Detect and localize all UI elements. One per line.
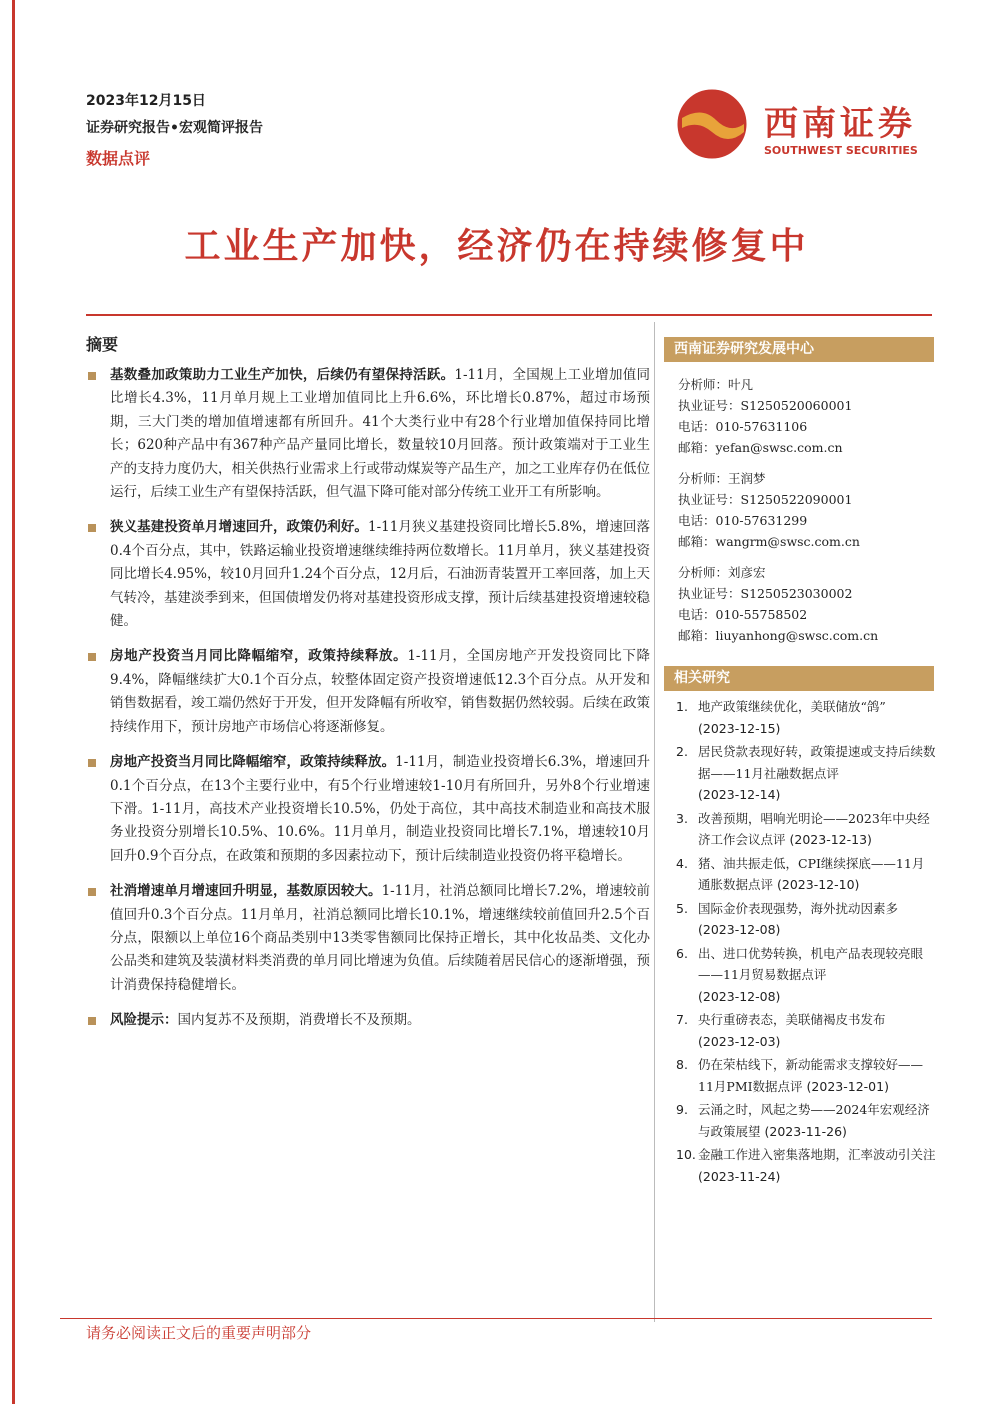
abstract-item — [86, 880, 650, 997]
related-item[interactable] — [676, 1144, 936, 1187]
related-date: (2023-12-14) — [698, 787, 781, 802]
related-date: (2023-12-08) — [698, 988, 781, 1004]
related-item[interactable] — [676, 853, 936, 896]
logo-english-name: SOUTHWEST SECURITIES — [764, 144, 918, 157]
analyst-name: 分析师：刘彦宏 — [678, 565, 766, 580]
analyst-cert: 执业证号：S1250520060001 — [678, 398, 853, 413]
abstract-item — [86, 516, 650, 633]
related-title: 云涌之时，风起之势——2024年宏观经济与政策展望 — [698, 1102, 930, 1139]
report-category: 数据点评 — [86, 149, 151, 168]
bullet-icon — [88, 888, 96, 896]
related-research-list — [676, 696, 936, 1189]
analyst-email[interactable]: 邮箱：liuyanhong@swsc.com.cn — [678, 628, 879, 643]
bullet-icon — [88, 653, 96, 661]
related-number: 6. — [676, 945, 688, 961]
related-title: 改善预期，唱响光明论——2023年中央经济工作会议点评 — [698, 810, 930, 847]
analyst-card — [678, 374, 938, 458]
abstract-item — [86, 364, 650, 504]
analyst-card — [678, 562, 938, 646]
related-number: 9. — [676, 1102, 688, 1117]
item-lead: 狭义基建投资单月增速回升，政策仍利好。 — [110, 519, 369, 536]
related-item[interactable] — [676, 1009, 936, 1052]
related-title: 出、进口优势转换，机电产品表现较亮眼——11月贸易数据点评 — [698, 945, 924, 982]
related-number: 2. — [676, 744, 688, 759]
bullet-icon — [88, 372, 96, 380]
related-number: 10. — [676, 1147, 696, 1162]
related-title: 地产政策继续优化，美联储放“鸽” — [698, 699, 886, 714]
related-item[interactable] — [676, 1054, 936, 1097]
related-date: (2023-12-13) — [789, 832, 872, 847]
analyst-list — [678, 374, 938, 656]
analyst-name: 分析师：叶凡 — [678, 377, 754, 392]
related-item[interactable] — [676, 696, 936, 739]
item-lead: 基数叠加政策助力工业生产加快，后续仍有望保持活跃。 — [110, 367, 455, 383]
related-title: 居民贷款表现好转，政策提速或支持后续数据——11月社融数据点评 — [698, 744, 936, 781]
related-number: 1. — [676, 699, 688, 714]
abstract-item — [86, 645, 650, 739]
related-item[interactable] — [676, 808, 936, 851]
analyst-email[interactable]: 邮箱：wangrm@swsc.com.cn — [678, 534, 860, 549]
related-item[interactable] — [676, 741, 936, 806]
abstract-item-risk — [86, 1009, 650, 1032]
analyst-phone: 电话：010-55758502 — [678, 607, 808, 622]
research-center-bar: 西南证券研究发展中心 — [664, 337, 934, 362]
item-text: 1-11月，全国规上工业增加值同比增长4.3%，11月单月规上工业增加值同比上升6.6%，环比增长0.87%，超过市场预期，三大门类的增加值增速都有所回升。41个大类行业中有28个行业增加值保持同比增长；620种产品中有367种产品产量同比增长，数量较10月回落。预计政策端对于工业生产的支持力度仍大，相关供热行业需求上行或带动煤炭等产品生产，加之工业库存仍在低位运行，后续工业生产有望保持活跃，但气温下降可能对部分传统工业开工有所影响。 — [110, 367, 650, 501]
related-date: (2023-12-03) — [698, 1033, 781, 1049]
related-title: 金融工作进入密集落地期，汇率波动引关注 — [698, 1147, 936, 1162]
related-item[interactable] — [676, 898, 936, 941]
related-title: 猪、油共振走低，CPI继续探底——11月通胀数据点评 — [698, 855, 925, 892]
related-research-bar: 相关研究 — [664, 666, 934, 691]
related-number: 8. — [676, 1057, 688, 1072]
related-item[interactable] — [676, 943, 936, 1008]
logo-name: 西南证券 — [764, 104, 916, 144]
related-date: (2023-12-01) — [806, 1078, 889, 1094]
analyst-card — [678, 468, 938, 552]
item-lead: 房地产投资当月同比降幅缩窄，政策持续释放。 — [110, 754, 396, 771]
related-date: (2023-12-10) — [777, 877, 860, 892]
related-date: (2023-12-08) — [698, 922, 781, 937]
logo-emblem-icon — [676, 88, 748, 160]
column-divider — [654, 322, 655, 1322]
related-title: 央行重磅表态，美联储褐皮书发布 — [698, 1012, 886, 1027]
item-text: 1-11月狭义基建投资同比增长5.8%，增速回落0.4个百分点，其中，铁路运输业投资增速继续维持两位数增长。11月单月，狭义基建投资同比增长4.95%，较10月回升1.24个百分点，12月后，石油沥青装置开工率回落，加上天气转冷，基建淡季到来，但国债增发仍将对基建投资形成支撑，预计后续基建投资增速较稳健。 — [110, 519, 650, 630]
report-title: 工业生产加快，经济仍在持续修复中 — [184, 225, 809, 267]
analyst-email[interactable]: 邮箱：yefan@swsc.com.cn — [678, 440, 843, 455]
related-title: 仍在荣枯线下，新动能需求支撑较好——11月PMI数据点评 — [698, 1057, 924, 1094]
related-date: (2023-11-26) — [764, 1123, 847, 1139]
company-logo — [676, 88, 926, 160]
item-text: 1-11月，全国房地产开发投资同比下降9.4%，降幅继续扩大0.1个百分点，较整体固定资产投资增速低12.3个百分点。从开发和销售数据看，竣工端仍然好于开发，但开发降幅有所收窄，销售数据仍然较弱。后续在政策持续作用下，预计房地产市场信心将逐渐修复。 — [110, 648, 650, 735]
abstract-body — [86, 364, 650, 1045]
footer-divider — [60, 1318, 932, 1319]
related-number: 3. — [676, 810, 688, 826]
bullet-icon — [88, 759, 96, 767]
abstract-heading: 摘要 — [86, 335, 119, 354]
analyst-cert: 执业证号：S1250522090001 — [678, 492, 853, 507]
analyst-phone: 电话：010-57631106 — [678, 419, 808, 434]
related-date: (2023-11-24) — [698, 1168, 781, 1184]
item-lead: 风险提示： — [110, 1012, 178, 1029]
item-text: 1-11月，社消总额同比增长7.2%，增速较前值回升0.3个百分点。11月单月，社消总额同比增长10.1%，增速继续较前值回升2.5个百分点，限额以上单位16个商品类别中13类零售额同比保持正增长，其中化妆品类、文化办公品类和建筑及装潢材料类消费的单月同比增速为负值。后续随着居民信心的逐渐增强，预计消费保持稳健增长。 — [110, 883, 650, 993]
item-text: 国内复苏不及预期，消费增长不及预期。 — [177, 1012, 421, 1029]
related-item[interactable] — [676, 1099, 936, 1142]
analyst-cert: 执业证号：S1250523030002 — [678, 586, 853, 601]
analyst-name: 分析师：王润梦 — [678, 471, 766, 486]
bullet-icon — [88, 1017, 96, 1025]
related-number: 4. — [676, 855, 688, 871]
item-lead: 房地产投资当月同比降幅缩窄，政策持续释放。 — [110, 648, 408, 665]
related-number: 5. — [676, 900, 688, 916]
related-title: 国际金价表现强势，海外扰动因素多 — [698, 900, 899, 916]
footer-notice: 请务必阅读正文后的重要声明部分 — [86, 1324, 312, 1342]
report-date: 2023年12月15日 — [86, 93, 206, 109]
item-text: 1-11月，制造业投资增长6.3%，增速回升0.1个百分点，在13个主要行业中，有5个行业增速较1-10月有所回升，另外8个行业增速下滑。1-11月，高技术产业投资增长10.5%，仍处于高位，其中高技术制造业和高技术服务业投资分别增长10.5%、10.6%。11月单月，制造业投资同比增长7.1%，增速较10月回升0.9个百分点，在政策和预期的多因素拉动下，预计后续制造业投资仍将平稳增长。 — [110, 754, 650, 864]
left-accent-rule — [12, 0, 15, 1404]
related-date: (2023-12-15) — [698, 720, 781, 736]
item-lead: 社消增速单月增速回升明显，基数原因较大。 — [110, 883, 382, 900]
bullet-icon — [88, 524, 96, 532]
analyst-phone: 电话：010-57631299 — [678, 513, 808, 528]
abstract-item — [86, 751, 650, 868]
title-divider — [86, 314, 932, 316]
related-number: 7. — [676, 1012, 688, 1027]
report-type: 证券研究报告•宏观简评报告 — [86, 120, 263, 136]
